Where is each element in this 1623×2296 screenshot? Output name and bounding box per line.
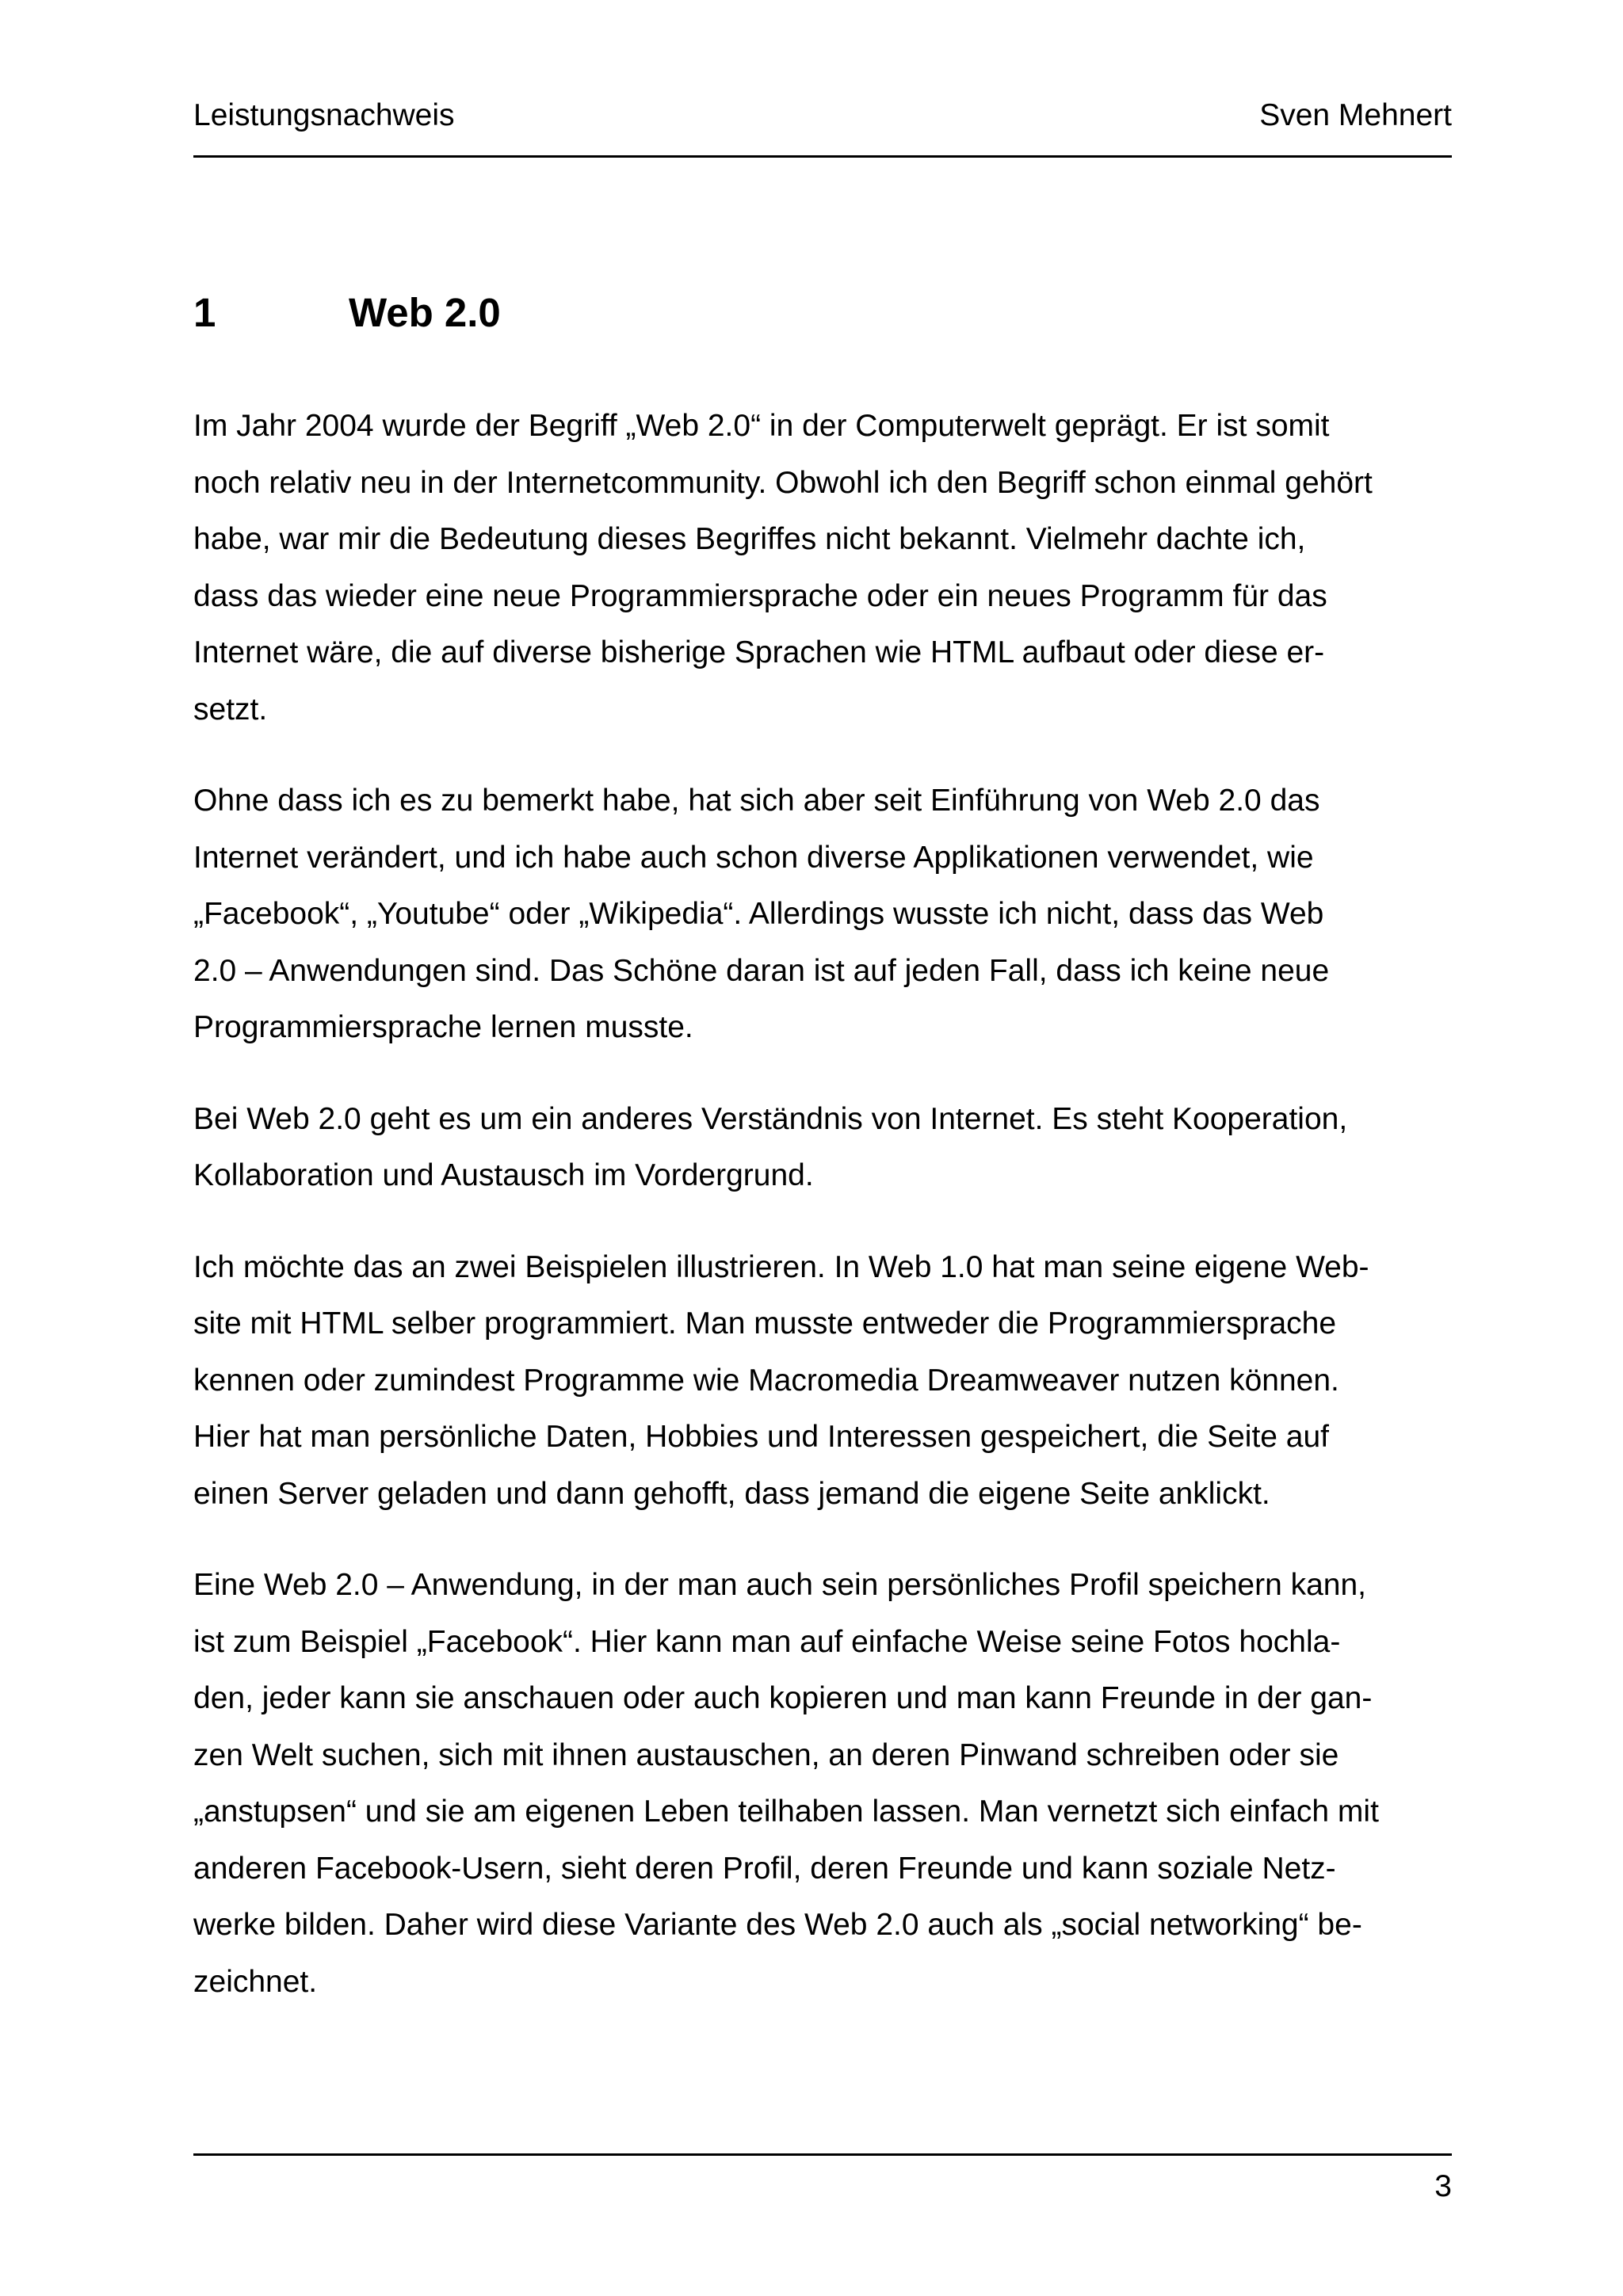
section-number: 1 [193, 290, 216, 335]
text-line: kennen oder zumindest Programme wie Macromedia Dreamweaver nutzen können. [193, 1363, 1339, 1398]
footer-rule [193, 2153, 1452, 2156]
text-line: zeichnet. [193, 1964, 318, 1999]
text-line: Bei Web 2.0 geht es um ein anderes Verständnis von Internet. Es steht Kooperation, [193, 1101, 1348, 1136]
text-line: Hier hat man persönliche Daten, Hobbies und Interessen gespeichert, die Seite auf [193, 1420, 1330, 1454]
header-left-text: Leistungsnachweis [193, 98, 455, 132]
paragraph [193, 1239, 1452, 1523]
header-rule [193, 155, 1452, 158]
text-line: zen Welt suchen, sich mit ihnen austauschen, an deren Pinwand schreiben oder sie [193, 1737, 1339, 1772]
text-line: 2.0 – Anwendungen sind. Das Schöne daran ist auf jeden Fall, dass ich keine neue [193, 953, 1330, 988]
text-line: anderen Facebook-Usern, sieht deren Profil, deren Freunde und kann soziale Netz- [193, 1851, 1336, 1886]
text-line: Internet verändert, und ich habe auch schon diverse Applikationen verwendet, wie [193, 840, 1314, 875]
page-header [193, 92, 1452, 139]
text-line: dass das wieder eine neue Programmiersprache oder ein neues Programm für das [193, 578, 1327, 613]
text-line: Ich möchte das an zwei Beispielen illustrieren. In Web 1.0 hat man seine eigene Web- [193, 1249, 1369, 1284]
paragraph [193, 398, 1452, 738]
paragraph [193, 772, 1452, 1056]
text-line: noch relativ neu in der Internetcommunity. Obwohl ich den Begriff schon einmal gehört [193, 465, 1373, 500]
text-line: setzt. [193, 692, 268, 727]
text-line: „anstupsen“ und sie am eigenen Leben teilhaben lassen. Man vernetzt sich einfach mit [193, 1794, 1379, 1829]
text-line: „Facebook“, „Youtube“ oder „Wikipedia“. Allerdings wusste ich nicht, dass das Web [193, 897, 1324, 931]
text-line: einen Server geladen und dann gehofft, dass jemand die eigene Seite anklickt. [193, 1476, 1270, 1511]
header-right-text: Sven Mehnert [1259, 98, 1452, 132]
text-line: Kollaboration und Austausch im Vordergrund. [193, 1158, 814, 1192]
text-line: werke bilden. Daher wird diese Variante des Web 2.0 auch als „social networking“ be- [193, 1908, 1362, 1942]
page-number: 3 [1434, 2169, 1452, 2203]
body-text [193, 398, 1452, 2045]
text-line: Programmiersprache lernen musste. [193, 1010, 693, 1044]
text-line: site mit HTML selber programmiert. Man musste entweder die Programmiersprache [193, 1306, 1337, 1341]
text-line: den, jeder kann sie anschauen oder auch kopieren und man kann Freunde in der gan- [193, 1681, 1373, 1715]
text-line: Ohne dass ich es zu bemerkt habe, hat sich aber seit Einführung von Web 2.0 das [193, 784, 1320, 818]
text-line: ist zum Beispiel „Facebook“. Hier kann man auf einfache Weise seine Fotos hochla- [193, 1624, 1341, 1659]
section-title: Web 2.0 [349, 290, 501, 335]
text-line: Eine Web 2.0 – Anwendung, in der man auch sein persönliches Profil speichern kann, [193, 1568, 1367, 1602]
paragraph [193, 1557, 1452, 2010]
text-line: habe, war mir die Bedeutung dieses Begriffes nicht bekannt. Vielmehr dachte ich, [193, 522, 1306, 556]
text-line: Im Jahr 2004 wurde der Begriff „Web 2.0“ in der Computerwelt geprägt. Er ist somit [193, 409, 1330, 443]
paragraph [193, 1091, 1452, 1204]
section-heading [193, 285, 501, 341]
text-line: Internet wäre, die auf diverse bisherige Sprachen wie HTML aufbaut oder diese er- [193, 635, 1325, 669]
